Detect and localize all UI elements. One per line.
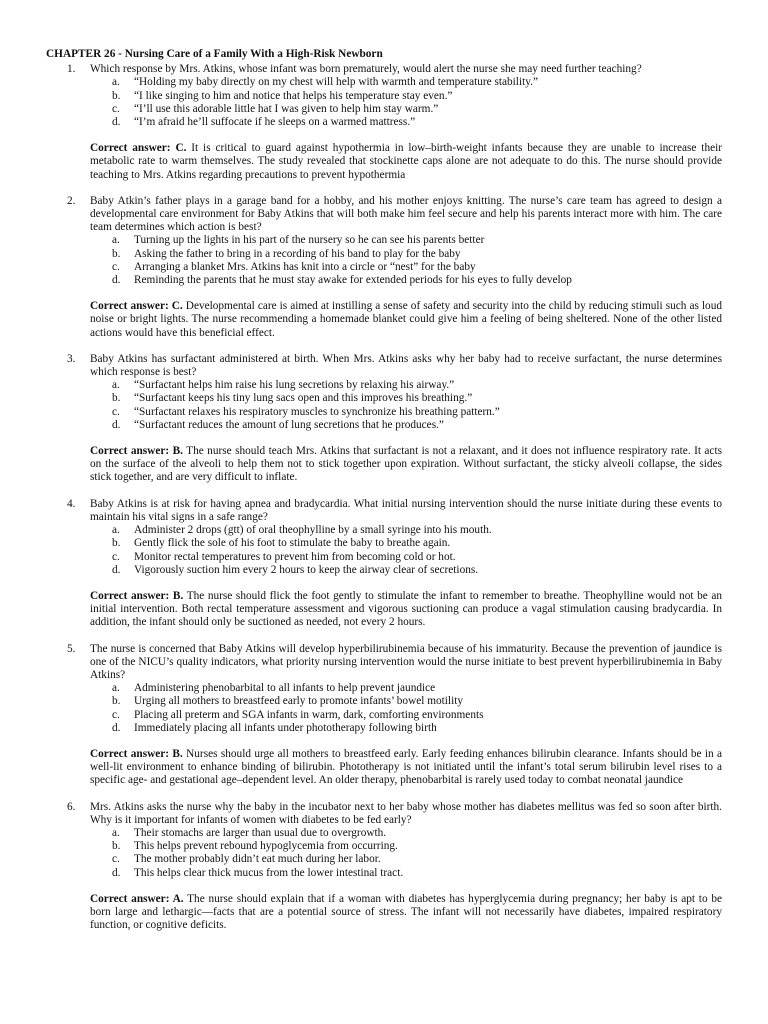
answer-option [90,867,722,880]
correct-answer-prefix: Correct answer: [90,300,169,313]
option-text: Reminding the parents that he must stay awake for extended periods for his eyes to fully develop [134,274,572,287]
option-letter: c. [112,853,120,866]
question-content [90,63,722,129]
option-letter: a. [112,234,120,247]
question-row [46,801,722,880]
question-number: 1. [67,63,76,76]
option-text: “Surfactant relaxes his respiratory muscles to synchronize his breathing pattern.” [134,405,500,418]
answer-option [90,274,722,287]
question-row [46,353,722,432]
correct-answer-key: B. [172,589,184,602]
answer-rationale [90,893,722,933]
option-letter: a. [112,76,120,89]
answer-option [90,827,722,840]
answer-option [90,419,722,432]
answer-option [90,853,722,866]
question-number: 6. [67,800,76,813]
option-text: “Surfactant keeps his tiny lung sacs open and this improves his breathing.” [134,392,473,405]
option-text: Placing all preterm and SGA infants in warm, dark, comforting environments [134,708,484,721]
correct-answer-key: B. [172,747,183,760]
option-text: Administer 2 drops (gtt) of oral theophylline by a small syringe into his mouth. [134,524,492,537]
rationale-text: The nurse should teach Mrs. Atkins that surfactant is not a relaxant, and it does not influence respiratory rate. It acts on the surface of the alveoli to help them not to stick together upon expiration. Without surfactant, the sticky alveoli collapse, the sides stick together, and are very difficult to inflate. [90,445,722,484]
correct-answer-prefix: Correct answer: [90,589,170,602]
answer-option [90,90,722,103]
correct-answer-key: A. [172,892,184,905]
option-letter: a. [112,826,120,839]
answer-option [90,406,722,419]
question-content [90,643,722,735]
option-letter: b. [112,840,121,853]
question-row [46,63,722,129]
answer-option [90,248,722,261]
option-letter: d. [112,563,121,576]
option-list [90,682,722,735]
correct-answer-key: C. [171,300,183,313]
question-row [46,195,722,287]
option-text: Their stomachs are larger than usual due to overgrowth. [134,826,387,839]
correct-answer-key: C. [175,142,187,155]
option-text: Immediately placing all infants under phototherapy following birth [134,721,437,734]
answer-option [90,564,722,577]
option-letter: a. [112,682,120,695]
question-stem: Baby Atkins has surfactant administered at birth. When Mrs. Atkins asks why her baby had to receive surfactant, the nurse determines which response is best? [90,352,722,379]
option-list [90,827,722,880]
option-letter: d. [112,418,121,431]
answer-option [90,722,722,735]
question-number: 5. [67,642,76,655]
answer-option [90,103,722,116]
correct-answer-prefix: Correct answer: [90,445,170,458]
option-list [90,76,722,129]
answer-option [90,682,722,695]
correct-answer-label [90,445,183,457]
option-text: Administering phenobarbital to all infants to help prevent jaundice [134,682,436,695]
question-block [46,498,722,630]
question-content [90,195,722,287]
option-letter: c. [112,708,120,721]
option-letter: c. [112,405,120,418]
option-text: Arranging a blanket Mrs. Atkins has knit into a circle or “nest” for the baby [134,260,476,273]
question-row [46,498,722,577]
answer-option [90,709,722,722]
option-text: This helps prevent rebound hypoglycemia from occurring. [134,840,398,853]
answer-option [90,379,722,392]
option-text: “Surfactant reduces the amount of lung secretions that he produces.” [134,418,444,431]
option-text: Monitor rectal temperatures to prevent him from becoming cold or hot. [134,550,456,563]
option-letter: a. [112,524,120,537]
option-text: “Holding my baby directly on my chest will help with warmth and temperature stability.” [134,76,538,89]
option-text: The mother probably didn’t eat much during her labor. [134,853,381,866]
answer-rationale [90,445,722,485]
answer-option [90,116,722,129]
option-text: Vigorously suction him every 2 hours to keep the airway clear of secretions. [134,563,479,576]
question-block [46,63,722,182]
answer-option [90,76,722,89]
option-letter: b. [112,247,121,260]
option-text: “I like singing to him and notice that helps his temperature stay even.” [134,89,453,102]
question-stem: Baby Atkins is at risk for having apnea and bradycardia. What initial nursing intervention should the nurse initiate during these events to maintain his vital signs in a safe range? [90,497,722,523]
option-letter: c. [112,102,120,115]
option-text: Gently flick the sole of his foot to stimulate the baby to breathe again. [134,537,451,550]
question-number: 3. [67,352,76,365]
option-text: Turning up the lights in his part of the nursery so he can see his parents better [134,234,485,247]
option-letter: b. [112,89,121,102]
question-block [46,801,722,933]
option-text: Urging all mothers to breastfeed early to promote infants’ bowel motility [134,695,463,708]
correct-answer-label [90,748,183,760]
answer-rationale [90,300,722,340]
question-list [46,63,722,932]
question-row [46,643,722,735]
option-text: “I’ll use this adorable little hat I was given to help him stay warm.” [134,102,439,115]
correct-answer-key: B. [172,445,183,458]
answer-rationale [90,590,722,630]
question-content [90,353,722,432]
correct-answer-prefix: Correct answer: [90,747,170,760]
rationale-text: It is critical to guard against hypothermia in low–birth-weight infants because they are unable to increase their metabolic rate to warm themselves. The study revealed that stockinette caps alone are not adequate to do this. The nurse should provide teaching to Mrs. Atkins regarding precautions to prevent hypothermia [90,142,723,181]
option-letter: d. [112,116,121,129]
rationale-text: The nurse should flick the foot gently to stimulate the infant to remember to breathe. Theophylline would not be an initial intervention. Both rectal temperature assessment and vigorous suctioning can produce a vagal stimulation causing bradycardia. In addition, the infant should only be suctioned as needed, not every 2 hours. [90,589,723,629]
option-letter: c. [112,550,120,563]
option-letter: d. [112,866,121,879]
question-stem: The nurse is concerned that Baby Atkins will develop hyperbilirubinemia because of his immaturity. Because the prevention of jaundice is one of the NICU’s quality indicators, what priority nursing intervention would the nurse initiate to best prevent hyperbilirubinemia in Baby Atkins? [90,642,722,681]
question-number: 4. [67,497,76,510]
answer-option [90,524,722,537]
correct-answer-label [90,590,183,602]
answer-rationale [90,142,722,182]
option-letter: c. [112,260,120,273]
question-stem: Mrs. Atkins asks the nurse why the baby in the incubator next to her baby whose mother has diabetes mellitus was fed so soon after birth. Why is it important for infants of women with diabetes to be fed early? [90,800,722,826]
chapter-title: CHAPTER 26 - Nursing Care of a Family With a High-Risk Newborn [46,48,383,60]
question-content [90,801,722,880]
option-list [90,234,722,287]
option-letter: b. [112,392,121,405]
option-text: This helps clear thick mucus from the lower intestinal tract. [134,866,404,879]
rationale-text: Nurses should urge all mothers to breastfeed early. Early feeding enhances bilirubin clearance. Infants should be in a well-lit environment to enhance binding of bilirubin. Phototherapy is not initiated until the infant’s total serum bilirubin level rises to a specific age- and gestational age–dependent level. An older therapy, phenobarbital is rarely used today to combat neonatal jaundice [90,747,723,787]
option-letter: b. [112,695,121,708]
question-block [46,353,722,485]
question-block [46,195,722,340]
answer-option [90,840,722,853]
correct-answer-prefix: Correct answer: [90,142,171,155]
question-stem: Baby Atkin’s father plays in a garage band for a hobby, and his mother enjoys knitting. The nurse’s care team has agreed to design a developmental care environment for Baby Atkins that will both make him feel secure and help his parents interact more with him. The care team determines which action is best? [90,194,722,234]
correct-answer-label [90,300,183,312]
question-block [46,643,722,788]
option-letter: d. [112,274,121,287]
correct-answer-label [90,142,186,154]
answer-option [90,234,722,247]
option-text: “I’m afraid he’ll suffocate if he sleeps on a warmed mattress.” [134,116,416,129]
option-letter: d. [112,721,121,734]
question-number: 2. [67,194,76,207]
answer-option [90,695,722,708]
answer-option [90,537,722,550]
option-list [90,379,722,432]
question-content [90,498,722,577]
answer-rationale [90,748,722,788]
rationale-text: Developmental care is aimed at instilling a sense of safety and security into the child by reducing stimuli such as loud noise or bright lights. The nurse recommending a homemade blanket could give him a feeling of being sheltered. None of the other listed actions would have this beneficial effect. [90,300,722,339]
question-stem: Which response by Mrs. Atkins, whose infant was born prematurely, would alert the nurse she may need further teaching? [90,63,642,76]
option-list [90,524,722,577]
answer-option [90,392,722,405]
option-letter: a. [112,379,120,392]
option-text: Asking the father to bring in a recording of his band to play for the baby [134,247,461,260]
option-letter: b. [112,537,121,550]
answer-option [90,261,722,274]
answer-option [90,551,722,564]
correct-answer-label [90,893,184,905]
option-text: “Surfactant helps him raise his lung secretions by relaxing his airway.” [134,379,455,392]
rationale-text: The nurse should explain that if a woman with diabetes has hyperglycemia during pregnancy; her baby is apt to be born large and lethargic—facts that are a potential source of stress. The infant will not necessarily have diabetes, impaired respiratory function, or cognitive deficits. [90,892,723,932]
correct-answer-prefix: Correct answer: [90,892,170,905]
